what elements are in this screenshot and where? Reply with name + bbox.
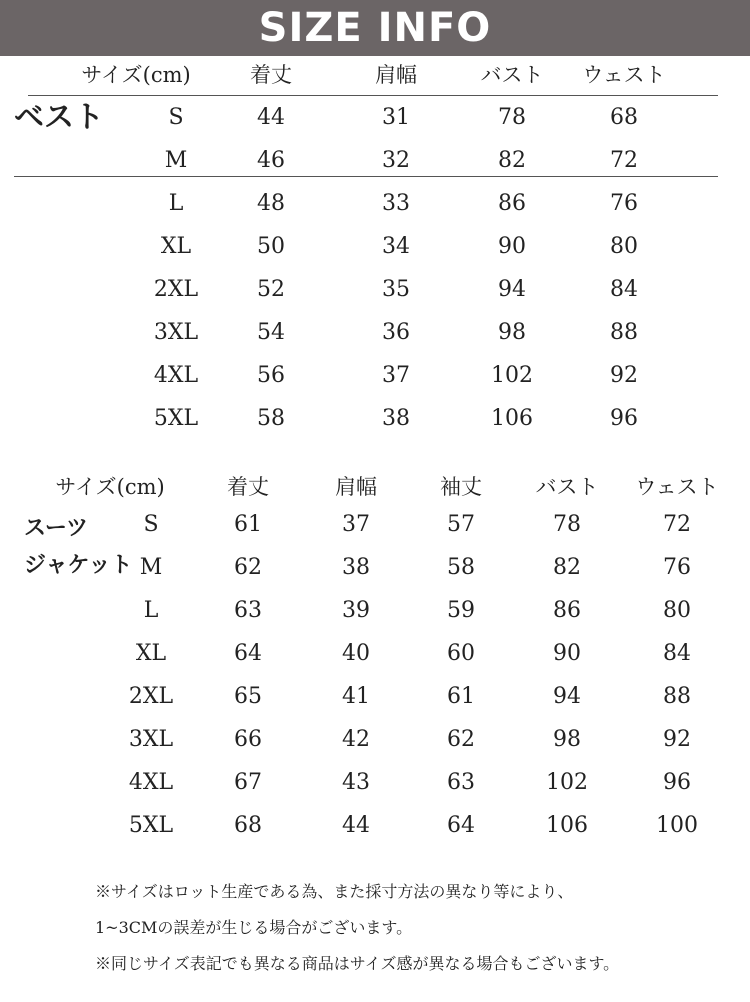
jacket-value-cell: 43 xyxy=(342,770,370,795)
vest-value-cell: 37 xyxy=(382,363,410,388)
vest-value-cell: 92 xyxy=(610,363,638,388)
jacket-size-cell: L xyxy=(143,598,159,623)
vest-value-cell: 31 xyxy=(382,105,410,130)
jacket-value-cell: 90 xyxy=(553,641,581,666)
jacket-value-cell: 92 xyxy=(663,727,691,752)
jacket-value-cell: 64 xyxy=(447,813,475,838)
jacket-value-cell: 80 xyxy=(663,598,691,623)
jacket-value-cell: 96 xyxy=(663,770,691,795)
jacket-value-cell: 68 xyxy=(234,813,262,838)
jacket-column-header: 肩幅 xyxy=(335,475,377,499)
vest-value-cell: 58 xyxy=(257,406,285,431)
vest-value-cell: 72 xyxy=(610,148,638,173)
jacket-size-cell: S xyxy=(143,512,159,537)
vest-value-cell: 48 xyxy=(257,191,285,216)
vest-size-cell: 4XL xyxy=(153,363,199,388)
vest-value-cell: 82 xyxy=(498,148,526,173)
vest-size-cell: 3XL xyxy=(153,320,199,345)
vest-column-header: バスト xyxy=(480,63,544,87)
jacket-value-cell: 40 xyxy=(342,641,370,666)
vest-value-cell: 80 xyxy=(610,234,638,259)
vest-value-cell: 34 xyxy=(382,234,410,259)
jacket-value-cell: 41 xyxy=(342,684,370,709)
vest-value-cell: 38 xyxy=(382,406,410,431)
jacket-size-cell: XL xyxy=(135,641,167,666)
jacket-size-cell: 3XL xyxy=(128,727,174,752)
jacket-value-cell: 61 xyxy=(234,512,262,537)
vest-value-cell: 46 xyxy=(257,148,285,173)
jacket-value-cell: 60 xyxy=(447,641,475,666)
vest-value-cell: 33 xyxy=(382,191,410,216)
vest-column-header: サイズ(cm) xyxy=(81,63,191,87)
vest-value-cell: 78 xyxy=(498,105,526,130)
vest-value-cell: 84 xyxy=(610,277,638,302)
vest-value-cell: 90 xyxy=(498,234,526,259)
vest-label: ベスト xyxy=(14,100,104,135)
jacket-value-cell: 98 xyxy=(553,727,581,752)
vest-value-cell: 102 xyxy=(491,363,533,388)
vest-value-cell: 54 xyxy=(257,320,285,345)
jacket-value-cell: 62 xyxy=(447,727,475,752)
jacket-value-cell: 61 xyxy=(447,684,475,709)
jacket-label-line1: スーツ xyxy=(24,515,89,541)
note-line: ※同じサイズ表記でも異なる商品はサイズ感が異なる場合もございます。 xyxy=(95,954,620,973)
jacket-value-cell: 63 xyxy=(234,598,262,623)
jacket-column-header: サイズ(cm) xyxy=(55,475,165,499)
jacket-value-cell: 64 xyxy=(234,641,262,666)
jacket-size-cell: 2XL xyxy=(128,684,174,709)
vest-size-cell: 2XL xyxy=(153,277,199,302)
jacket-value-cell: 84 xyxy=(663,641,691,666)
vest-value-cell: 76 xyxy=(610,191,638,216)
vest-size-cell: L xyxy=(168,191,184,216)
jacket-column-header: 袖丈 xyxy=(440,475,482,499)
jacket-label-line2: ジャケット xyxy=(24,552,133,578)
jacket-value-cell: 76 xyxy=(663,555,691,580)
jacket-value-cell: 78 xyxy=(553,512,581,537)
jacket-size-cell: 5XL xyxy=(128,813,174,838)
jacket-column-header: 着丈 xyxy=(227,475,269,499)
jacket-value-cell: 63 xyxy=(447,770,475,795)
jacket-column-header: バスト xyxy=(535,475,599,499)
jacket-column-header: ウェスト xyxy=(635,475,719,499)
jacket-value-cell: 59 xyxy=(447,598,475,623)
vest-value-cell: 86 xyxy=(498,191,526,216)
jacket-value-cell: 38 xyxy=(342,555,370,580)
jacket-value-cell: 37 xyxy=(342,512,370,537)
vest-value-cell: 44 xyxy=(257,105,285,130)
vest-value-cell: 56 xyxy=(257,363,285,388)
vest-header-divider xyxy=(28,95,718,96)
vest-column-header: 着丈 xyxy=(250,63,292,87)
vest-value-cell: 35 xyxy=(382,277,410,302)
vest-value-cell: 106 xyxy=(491,406,533,431)
vest-value-cell: 52 xyxy=(257,277,285,302)
vest-row-divider xyxy=(14,176,718,177)
jacket-size-cell: 4XL xyxy=(128,770,174,795)
vest-size-cell: S xyxy=(168,105,184,130)
vest-value-cell: 36 xyxy=(382,320,410,345)
vest-value-cell: 96 xyxy=(610,406,638,431)
note-line: ※サイズはロット生産である為、また採寸方法の異なり等により、 xyxy=(95,882,574,901)
vest-value-cell: 88 xyxy=(610,320,638,345)
jacket-value-cell: 102 xyxy=(546,770,588,795)
jacket-value-cell: 94 xyxy=(553,684,581,709)
vest-value-cell: 68 xyxy=(610,105,638,130)
jacket-value-cell: 42 xyxy=(342,727,370,752)
vest-value-cell: 94 xyxy=(498,277,526,302)
jacket-value-cell: 62 xyxy=(234,555,262,580)
vest-size-cell: XL xyxy=(160,234,192,259)
jacket-value-cell: 67 xyxy=(234,770,262,795)
jacket-value-cell: 82 xyxy=(553,555,581,580)
vest-value-cell: 32 xyxy=(382,148,410,173)
vest-value-cell: 50 xyxy=(257,234,285,259)
jacket-value-cell: 72 xyxy=(663,512,691,537)
jacket-value-cell: 88 xyxy=(663,684,691,709)
vest-column-header: ウェスト xyxy=(582,63,666,87)
jacket-value-cell: 58 xyxy=(447,555,475,580)
jacket-value-cell: 57 xyxy=(447,512,475,537)
vest-column-header: 肩幅 xyxy=(375,63,417,87)
jacket-size-cell: M xyxy=(139,555,163,580)
jacket-value-cell: 44 xyxy=(342,813,370,838)
vest-value-cell: 98 xyxy=(498,320,526,345)
note-line: 1~3CMの誤差が生じる場合がございます。 xyxy=(95,918,413,937)
jacket-value-cell: 106 xyxy=(546,813,588,838)
page-title: SIZE INFO xyxy=(258,5,492,51)
vest-size-cell: M xyxy=(164,148,188,173)
jacket-value-cell: 100 xyxy=(656,813,698,838)
header-banner xyxy=(0,0,750,56)
jacket-value-cell: 66 xyxy=(234,727,262,752)
jacket-value-cell: 86 xyxy=(553,598,581,623)
jacket-value-cell: 39 xyxy=(342,598,370,623)
vest-size-cell: 5XL xyxy=(153,406,199,431)
jacket-value-cell: 65 xyxy=(234,684,262,709)
